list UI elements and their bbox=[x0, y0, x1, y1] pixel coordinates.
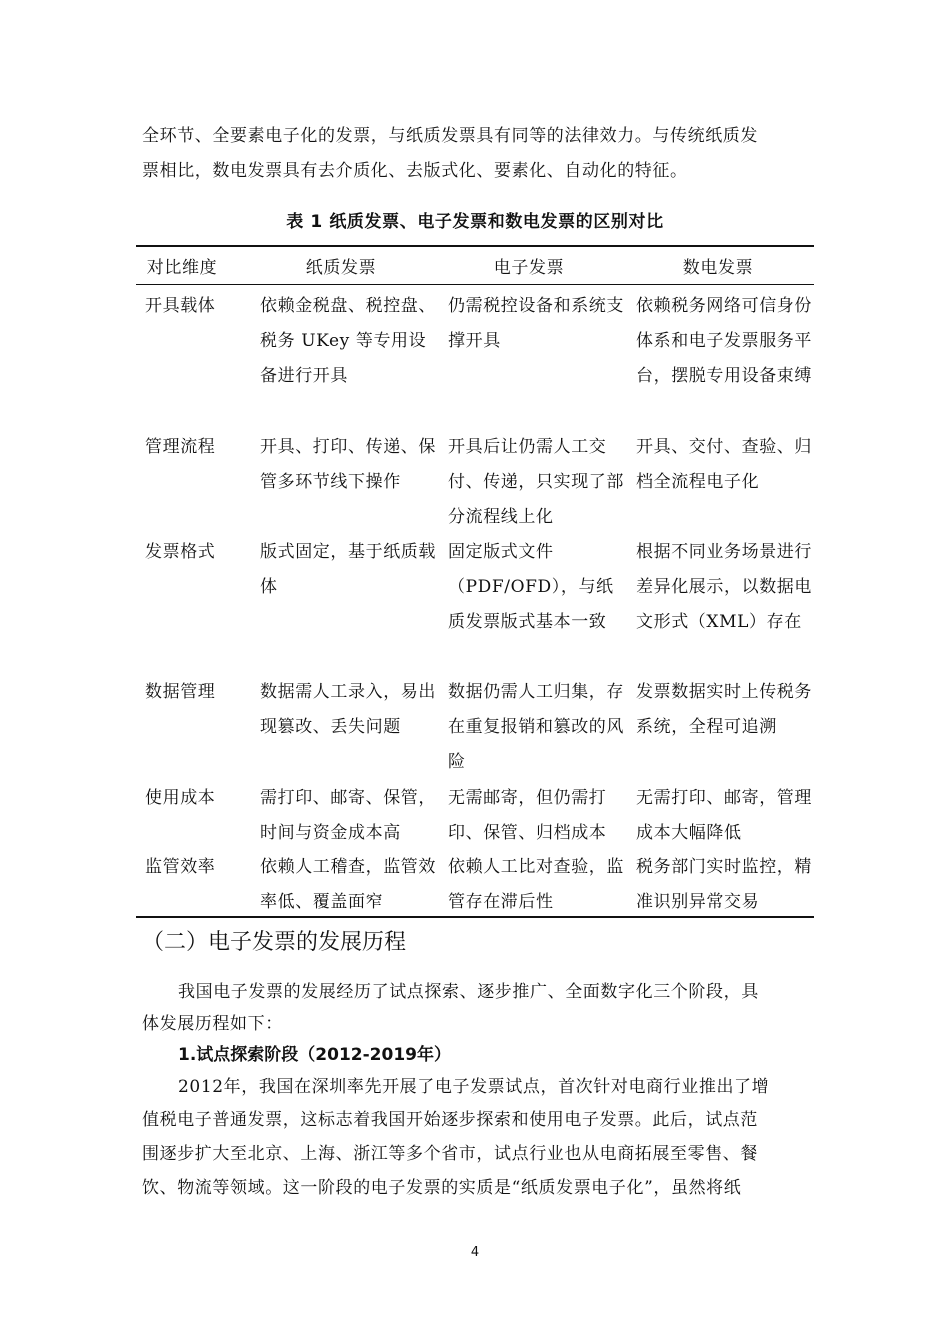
table-row-1-paper: 依赖金税盘、税控盘、税务 UKey 等专用设备进行开具 bbox=[260, 296, 436, 386]
section-para2-line-1: 2012年，我国在深圳率先开展了电子发票试点，首次针对电商行业推出了增 bbox=[178, 1077, 770, 1097]
section-para1-line-2: 体发展历程如下： bbox=[142, 1014, 283, 1034]
table-row-5-paper: 需打印、邮寄、保管，时间与资金成本高 bbox=[260, 788, 436, 843]
table-header-electronic: 电子发票 bbox=[493, 258, 565, 278]
table-row-4-paper: 数据需人工录入，易出现篡改、丢失问题 bbox=[260, 682, 436, 737]
subsection-heading: 1.试点探索阶段（2012-2019年） bbox=[178, 1045, 451, 1065]
table-row-1-electronic: 仍需税控设备和系统支撑开具 bbox=[448, 296, 624, 351]
table-row-2-digital: 开具、交付、查验、归档全流程电子化 bbox=[636, 437, 812, 492]
table-header-dimension: 对比维度 bbox=[146, 258, 218, 278]
table-row-2-dimension: 管理流程 bbox=[145, 437, 216, 457]
table-row-2-electronic: 开具后让仍需人工交付、传递，只实现了部分流程线上化 bbox=[448, 437, 624, 527]
table-row-3-electronic: 固定版式文件（PDF/OFD），与纸质发票版式基本一致 bbox=[448, 542, 614, 632]
section-para2-line-2: 值税电子普通发票，这标志着我国开始逐步探索和使用电子发票。此后，试点范 bbox=[142, 1110, 758, 1130]
table-row-2-paper: 开具、打印、传递、保管多环节线下操作 bbox=[260, 437, 436, 492]
table-row-3-paper: 版式固定，基于纸质载体 bbox=[260, 542, 436, 597]
intro-line-2: 票相比，数电发票具有去介质化、去版式化、要素化、自动化的特征。 bbox=[142, 161, 688, 181]
table-caption: 表 1 纸质发票、电子发票和数电发票的区别对比 bbox=[286, 212, 664, 232]
table-row-6-paper: 依赖人工稽查，监管效率低、覆盖面窄 bbox=[260, 857, 436, 912]
table-header-paper: 纸质发票 bbox=[305, 258, 377, 278]
intro-line-1: 全环节、全要素电子化的发票，与纸质发票具有同等的法律效力。与传统纸质发 bbox=[142, 126, 758, 146]
section-para2-line-3: 围逐步扩大至北京、上海、浙江等多个省市，试点行业也从电商拓展至零售、餐 bbox=[142, 1144, 758, 1164]
table-row-1-digital: 依赖税务网络可信身份体系和电子发票服务平台，摆脱专用设备束缚 bbox=[636, 296, 812, 386]
table-row-1-dimension: 开具载体 bbox=[145, 296, 216, 316]
table-header-rule bbox=[136, 284, 814, 285]
table-row-4-electronic: 数据仍需人工归集，存在重复报销和篡改的风险 bbox=[448, 682, 624, 772]
table-row-3-digital: 根据不同业务场景进行差异化展示，以数据电文形式（XML）存在 bbox=[636, 542, 812, 632]
table-row-6-dimension: 监管效率 bbox=[145, 857, 216, 877]
section-para1-line-1: 我国电子发票的发展经历了试点探索、逐步推广、全面数字化三个阶段，具 bbox=[178, 982, 759, 1002]
page-number: 4 bbox=[470, 1245, 480, 1260]
table-row-3-dimension: 发票格式 bbox=[145, 542, 216, 562]
table-header-digital: 数电发票 bbox=[682, 258, 754, 278]
table-row-4-digital: 发票数据实时上传税务系统，全程可追溯 bbox=[636, 682, 812, 737]
table-row-5-dimension: 使用成本 bbox=[145, 788, 216, 808]
table-row-5-electronic: 无需邮寄，但仍需打印、保管、归档成本 bbox=[448, 788, 607, 843]
table-row-4-dimension: 数据管理 bbox=[145, 682, 216, 702]
table-row-6-electronic: 依赖人工比对查验，监管存在滞后性 bbox=[448, 857, 624, 912]
section-heading: （二）电子发票的发展历程 bbox=[142, 930, 407, 955]
table-row-5-digital: 无需打印、邮寄，管理成本大幅降低 bbox=[636, 788, 812, 843]
section-para2-line-4: 饮、物流等领域。这一阶段的电子发票的实质是“纸质发票电子化”，虽然将纸 bbox=[142, 1178, 742, 1198]
table-top-rule bbox=[136, 245, 814, 247]
table-row-6-digital: 税务部门实时监控，精准识别异常交易 bbox=[636, 857, 812, 912]
